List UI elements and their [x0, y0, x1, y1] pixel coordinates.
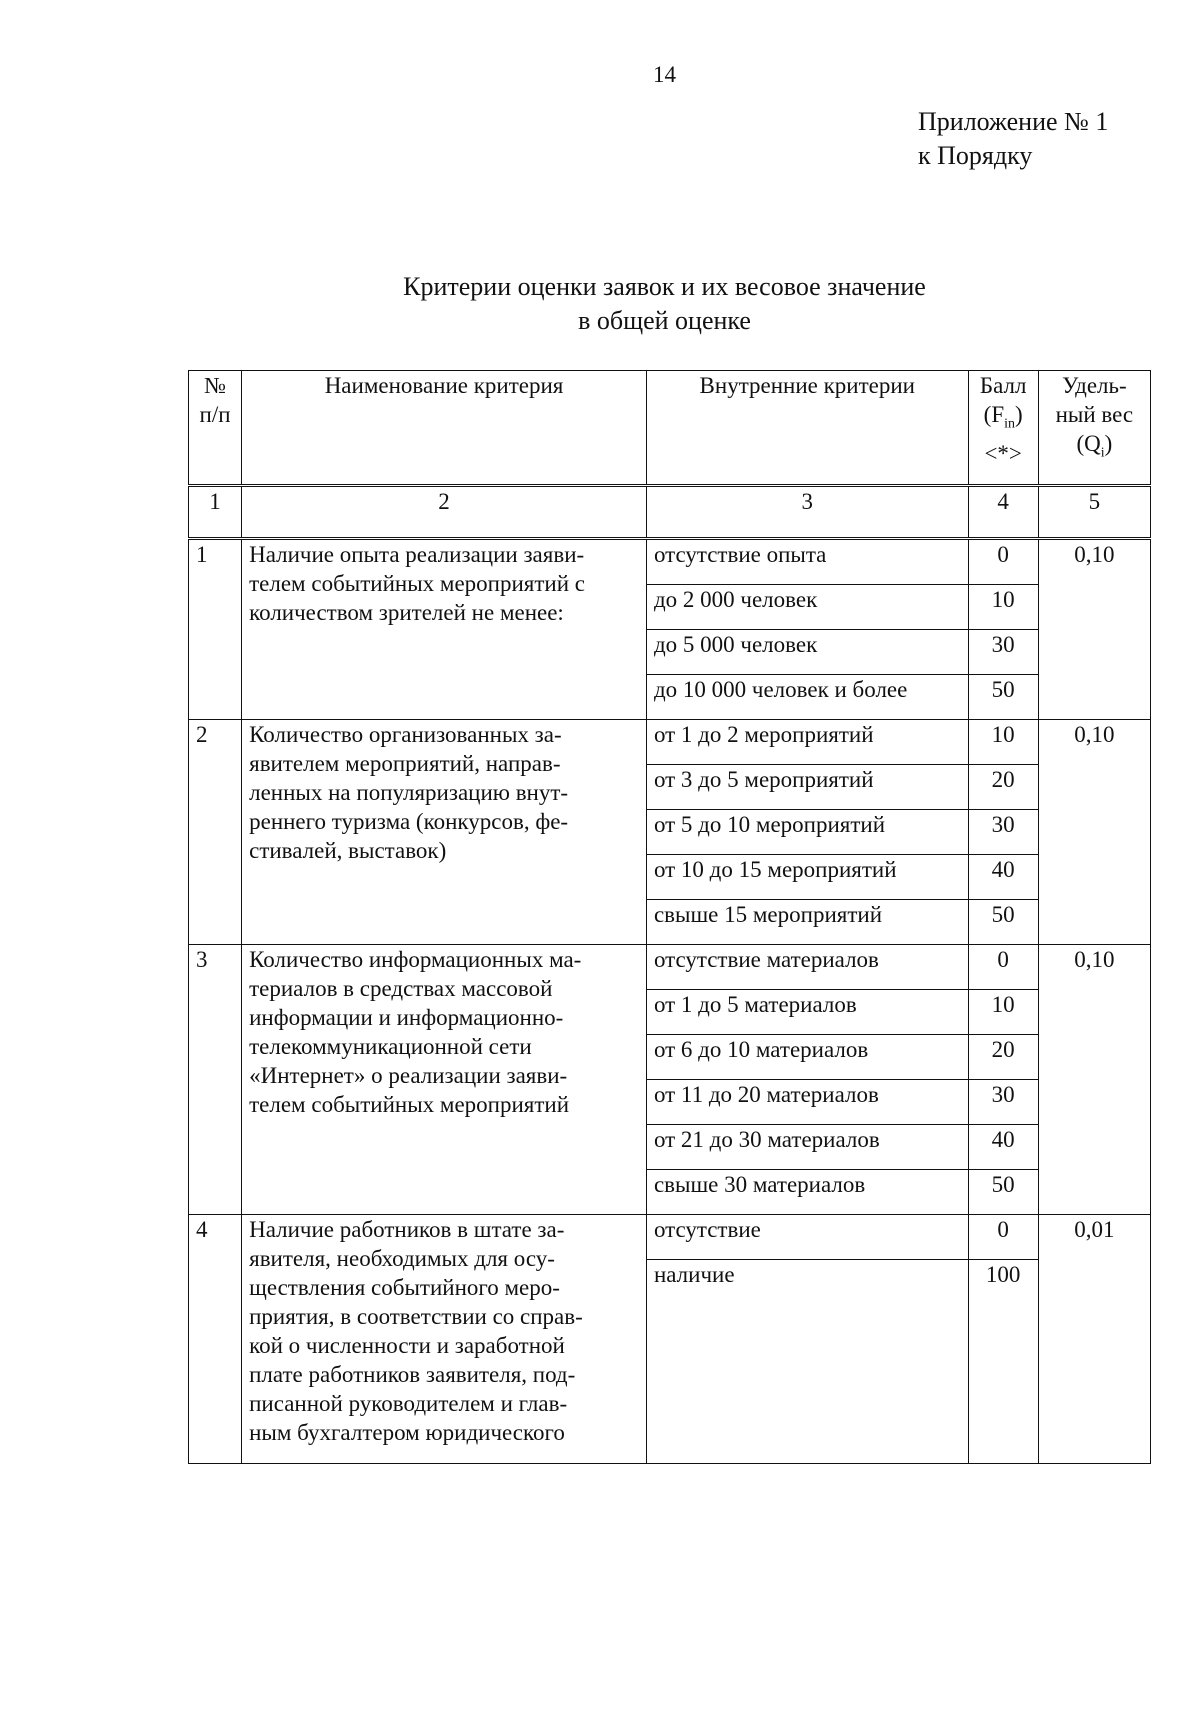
- inner-criterion: свыше 30 материалов: [646, 1170, 968, 1215]
- column-number: 5: [1038, 486, 1150, 539]
- inner-criterion: от 3 до 5 мероприятий: [646, 765, 968, 810]
- score-value: 30: [968, 810, 1038, 855]
- appendix-line-2: к Порядку: [918, 141, 1033, 170]
- weight-value: 0,10: [1038, 945, 1150, 1215]
- score-value: 0: [968, 539, 1038, 585]
- score-value: 30: [968, 630, 1038, 675]
- document-title: [0, 270, 1200, 338]
- table-row: [189, 539, 1151, 585]
- column-number: 3: [646, 486, 968, 539]
- score-value: 50: [968, 900, 1038, 945]
- criterion-number: 4: [189, 1215, 242, 1464]
- score-value: 20: [968, 765, 1038, 810]
- score-value: 30: [968, 1080, 1038, 1125]
- inner-criterion: отсутствие материалов: [646, 945, 968, 990]
- inner-criterion: от 1 до 2 мероприятий: [646, 720, 968, 765]
- criterion-number: 2: [189, 720, 242, 945]
- table-row: [189, 720, 1151, 765]
- score-value: 0: [968, 1215, 1038, 1260]
- inner-criterion: от 6 до 10 материалов: [646, 1035, 968, 1080]
- inner-criterion: свыше 15 мероприятий: [646, 900, 968, 945]
- weight-value: 0,10: [1038, 539, 1150, 720]
- score-value: 50: [968, 675, 1038, 720]
- title-line-1: Критерии оценки заявок и их весовое значение: [403, 272, 926, 301]
- table-row: [189, 945, 1151, 990]
- inner-criterion: от 10 до 15 мероприятий: [646, 855, 968, 900]
- criterion-name: Количество информационных ма- териалов в средствах массовой информации и информационно- телекоммуникационной сети «Интернет» о реализации заяви- телем событийных мероприятий: [242, 945, 647, 1215]
- inner-criterion: от 5 до 10 мероприятий: [646, 810, 968, 855]
- header-weight: Удель- ный вес $(Q_i)$: [1038, 371, 1150, 486]
- inner-criterion: от 21 до 30 материалов: [646, 1125, 968, 1170]
- inner-criterion: от 1 до 5 материалов: [646, 990, 968, 1035]
- inner-criterion: до 10 000 человек и более: [646, 675, 968, 720]
- page-number: 14: [653, 62, 676, 87]
- criterion-number: 3: [189, 945, 242, 1215]
- header-num: № п/п: [189, 371, 242, 486]
- column-number: 4: [968, 486, 1038, 539]
- table-row: [189, 1215, 1151, 1260]
- header-name: Наименование критерия: [242, 371, 647, 486]
- appendix-line-1: Приложение № 1: [918, 107, 1109, 136]
- score-value: 10: [968, 990, 1038, 1035]
- inner-criterion: до 2 000 человек: [646, 585, 968, 630]
- criterion-number: 1: [189, 539, 242, 720]
- score-value: 10: [968, 720, 1038, 765]
- column-number: 1: [189, 486, 242, 539]
- score-value: 40: [968, 855, 1038, 900]
- criteria-table: [188, 370, 1151, 1464]
- weight-value: 0,01: [1038, 1215, 1150, 1464]
- score-value: 10: [968, 585, 1038, 630]
- inner-criterion: отсутствие опыта: [646, 539, 968, 585]
- appendix-reference: [918, 105, 1108, 173]
- header-inner: Внутренние критерии: [646, 371, 968, 486]
- header-score: Балл $(F_{in})$ <*>: [968, 371, 1038, 486]
- score-value: 40: [968, 1125, 1038, 1170]
- weight-value: 0,10: [1038, 720, 1150, 945]
- score-value: 0: [968, 945, 1038, 990]
- score-value: 50: [968, 1170, 1038, 1215]
- table-header-row: [189, 371, 1151, 486]
- column-number-row: [189, 486, 1151, 539]
- criterion-name: Наличие работников в штате за- явителя, необходимых для осу- ществления событийного меро- приятия, в соответствии со справ- кой о численности и заработной плате работников заявителя, под- писанной руководителем и глав- ным бухгалтером юридического: [242, 1215, 647, 1464]
- inner-criterion: до 5 000 человек: [646, 630, 968, 675]
- inner-criterion: наличие: [646, 1260, 968, 1464]
- score-value: 20: [968, 1035, 1038, 1080]
- inner-criterion: от 11 до 20 материалов: [646, 1080, 968, 1125]
- criterion-name: Наличие опыта реализации заяви- телем событийных мероприятий с количеством зрителей не менее:: [242, 539, 647, 720]
- score-value: 100: [968, 1260, 1038, 1464]
- inner-criterion: отсутствие: [646, 1215, 968, 1260]
- column-number: 2: [242, 486, 647, 539]
- criterion-name: Количество организованных за- явителем мероприятий, направ- ленных на популяризацию внут- реннего туризма (конкурсов, фе- стивалей, выставок): [242, 720, 647, 945]
- title-line-2: в общей оценке: [578, 306, 751, 335]
